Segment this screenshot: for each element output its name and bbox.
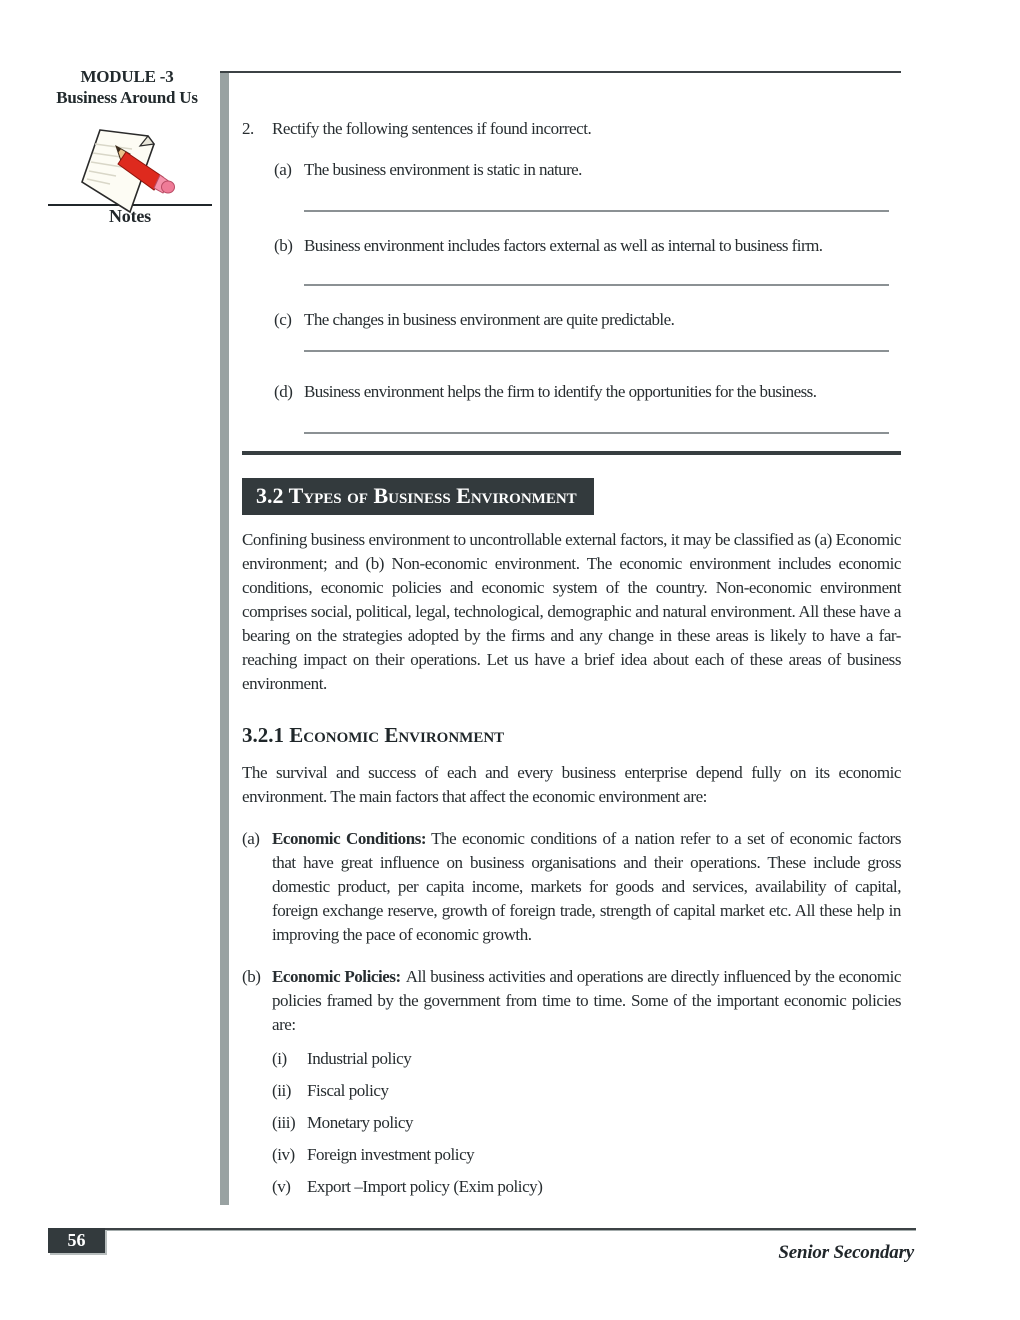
answer-blank-line-d[interactable] — [304, 432, 889, 434]
section-intro-paragraph: Confining business environment to uncontrollable external factors, it may be classified as (a) Economic environment; and (b) Non-economic environment. The economic environment includes economic conditions, economic policies and economic system of the country. Non-economic environment comprises social, political, legal, technological, demographic and natural environment. All these have a bearing on the strategies adopted by the firms and any change in these areas is likely to have a far-reaching impact on their operations. Let us have a brief idea about each of these areas of business environment. — [242, 530, 901, 693]
item-text: All business activities and operations are directly influenced by the economic policies framed by the government from time to time. Some of the important economic policies are: — [272, 967, 902, 1034]
policy-item-ii — [272, 1079, 901, 1103]
module-title: MODULE -3 — [80, 67, 174, 86]
policy-item-i — [272, 1047, 901, 1071]
policy-item-iii — [272, 1111, 901, 1135]
module-subtitle: Business Around Us — [56, 88, 198, 107]
main-content — [242, 73, 901, 1199]
module-header — [38, 66, 216, 108]
answer-blank-line-a[interactable] — [304, 210, 889, 212]
policy-text: Industrial policy — [307, 1049, 412, 1068]
policy-item-iv — [272, 1143, 901, 1167]
item-label: (a) — [242, 829, 260, 848]
policy-item-v — [272, 1175, 901, 1199]
item-body — [272, 965, 901, 1037]
item-term: Economic Conditions: — [272, 829, 427, 848]
item-body — [272, 827, 901, 947]
answer-blank-line-b[interactable] — [304, 284, 889, 286]
policy-text: Export –Import policy (Exim policy) — [307, 1177, 543, 1196]
exercise-prompt — [242, 117, 901, 141]
footer-book-title: Senior Secondary — [778, 1242, 914, 1263]
policies-list — [272, 1047, 901, 1199]
policy-text: Fiscal policy — [307, 1081, 389, 1100]
exercise-item-d — [274, 380, 901, 404]
item-text: The economic conditions of a nation refer to a set of economic factors that have great influence on business organisations and their operations. These include gross domestic product, per capita income, markets for goods and services, availability of capital, foreign exchange reserve, growth of foreign trade, strength of capital market etc. All these help in improving the pace of economic growth. — [272, 829, 902, 944]
page-number-badge: 56 — [48, 1228, 105, 1253]
item-label: (d) — [274, 382, 293, 401]
exercise-item-a — [274, 158, 901, 182]
policy-label: (i) — [272, 1049, 287, 1068]
policy-label: (iv) — [272, 1145, 295, 1164]
item-text: The business environment is static in nature. — [304, 160, 582, 179]
item-text: Business environment includes factors external as well as internal to business firm. — [304, 236, 823, 255]
subsection-heading-3-2-1: 3.2.1 Economic Environment — [242, 723, 505, 747]
answer-blank-line-c[interactable] — [304, 350, 889, 352]
item-text: Business environment helps the firm to identify the opportunities for the business. — [304, 382, 817, 401]
item-text: The changes in business environment are quite predictable. — [304, 310, 675, 329]
notes-label: Notes — [109, 206, 151, 226]
economic-policies-item — [242, 965, 901, 1037]
policy-label: (iii) — [272, 1113, 296, 1132]
policy-text: Monetary policy — [307, 1113, 414, 1132]
item-label: (b) — [274, 236, 293, 255]
item-term: Economic Policies: — [272, 967, 401, 986]
exercise-item-c — [274, 308, 901, 332]
item-label: (c) — [274, 310, 292, 329]
policy-label: (v) — [272, 1177, 291, 1196]
footer-rule-shadow — [104, 1230, 916, 1231]
item-label: (a) — [274, 160, 292, 179]
exercise-prompt-text: Rectify the following sentences if found incorrect. — [272, 119, 592, 138]
policy-label: (ii) — [272, 1081, 291, 1100]
exercise-item-b — [274, 234, 901, 258]
item-label: (b) — [242, 967, 261, 986]
exercise-number: 2. — [242, 119, 254, 138]
content-accent-bar — [220, 71, 229, 1205]
policy-text: Foreign investment policy — [307, 1145, 475, 1164]
section-heading-3-2: 3.2 Types of Business Environment — [242, 478, 594, 515]
subsection-intro-paragraph: The survival and success of each and every business enterprise depend fully on its economic environment. The main factors that affect the economic environment are: — [242, 763, 901, 806]
notes-figure — [48, 122, 212, 226]
economic-conditions-item — [242, 827, 901, 947]
